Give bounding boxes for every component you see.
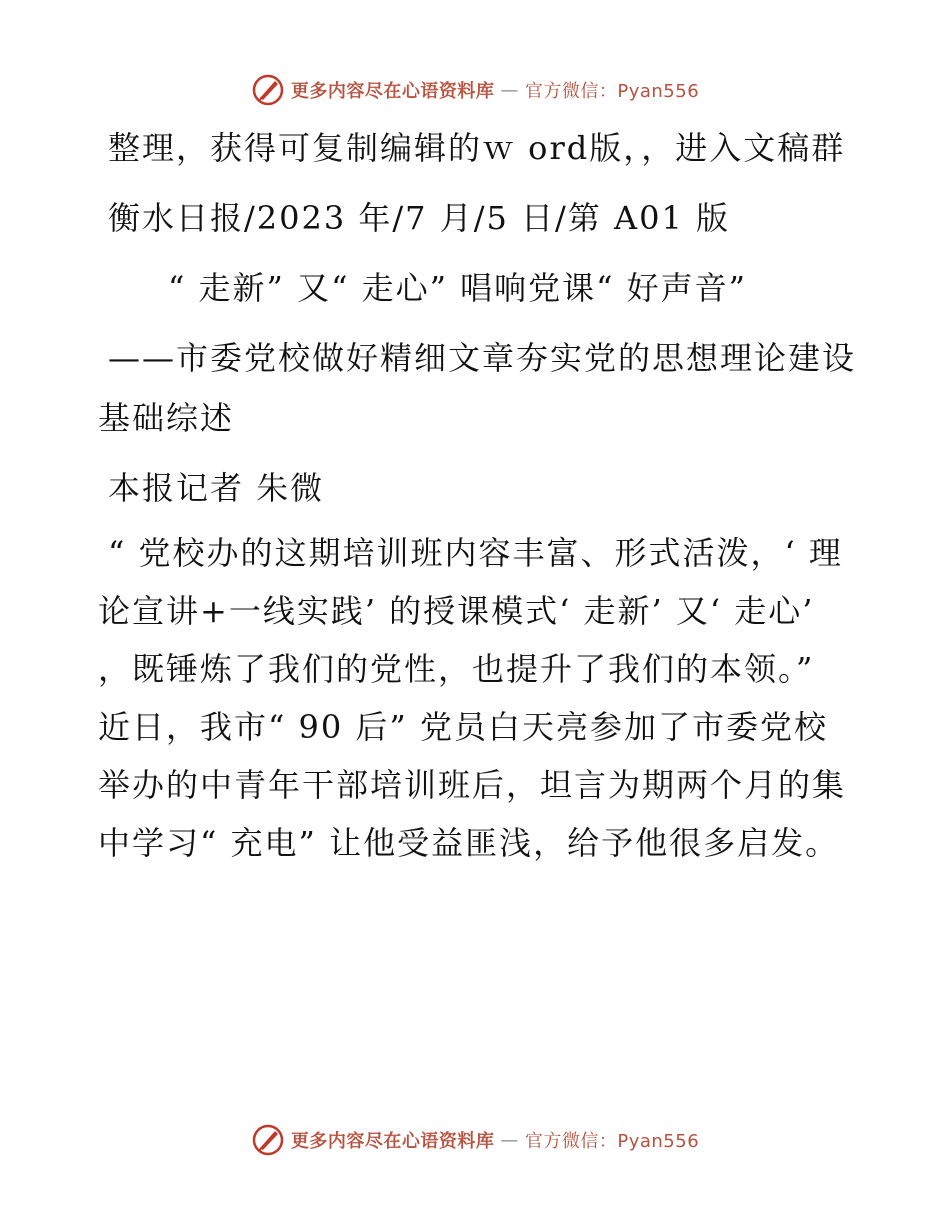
- watermark-main-text: 更多内容尽在心语资料库: [290, 81, 495, 102]
- intro-paragraph: 整理，获得可复制编辑的ｗ ord版，，进入文稿群: [108, 129, 846, 167]
- article-title: “ 走新” 又“ 走心” 唱响党课“ 好声音”: [168, 269, 748, 307]
- feather-pen-logo-icon: [251, 73, 285, 107]
- body-paragraph: “ 党校办的这期培训班内容丰富、形式活泼，‘ 理论宣讲+一线实践’ 的授课模式‘ 走新’ 又‘ 走心’ ，既锤炼了我们的党性，也提升了我们的本领。” 近日，我市“ 90 后” 党员白天亮参加了市委党校举办的中青年干部培训班后，坦言为期两个月的集中学习“ 充电” 让他受益匪浅，给予他很多启发。: [98, 534, 847, 862]
- watermark-wechat-text: 官方微信：Pyan556: [524, 1131, 700, 1152]
- date-line: 衡水日报/2023 年/7 月/5 日/第 A01 版: [108, 199, 730, 237]
- watermark-wechat-text: 官方微信：Pyan556: [524, 81, 700, 102]
- document-body: [98, 118, 858, 872]
- header-watermark: [0, 70, 950, 110]
- watermark-main-text: 更多内容尽在心语资料库: [290, 1131, 495, 1152]
- footer-watermark: [0, 1120, 950, 1160]
- watermark-separator: —: [500, 79, 519, 101]
- article-subtitle: ——市委党校做好精细文章夯实党的思想理论建设基础综述: [98, 339, 857, 437]
- feather-pen-logo-icon: [251, 1123, 285, 1157]
- reporter-line: 本报记者 朱微: [108, 469, 325, 507]
- watermark-separator: —: [500, 1129, 519, 1151]
